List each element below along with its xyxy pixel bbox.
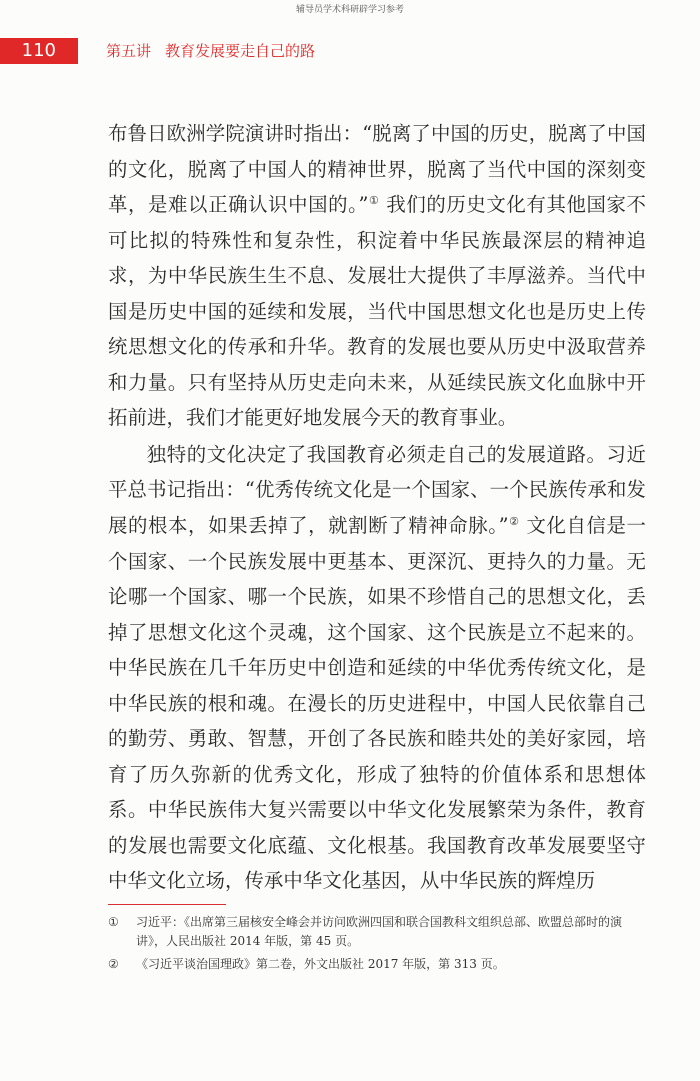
paragraph-2-quote: 独特的文化决定了我国教育必须走自己的发展道路。习近平总书记指出：“优秀传统文化是一个国家、一个民族传承和发展的根本，如果丢掉了，就割断了精神命脉。” (108, 442, 646, 538)
footnote-1 (108, 913, 648, 951)
page-number: 110 (0, 38, 78, 64)
paragraph-2-text: 文化自信是一个国家、一个民族发展中更基本、更深沉、更持久的力量。无论哪一个国家、哪一个民族，如果不珍惜自己的思想文化，丢掉了思想文化这个灵魂，这个国家、这个民族是立不起来的。中华民族在几千年历史中创造和延续的中华优秀传统文化，是中华民族的根和魂。在漫长的历史进程中，中国人民依靠自己的勤劳、勇敢、智慧，开创了各民族和睦共处的美好家园，培育了历久弥新的优秀文化，形成了独特的价值体系和思想体系。中华民族伟大复兴需要以中华文化发展繁荣为条件，教育的发展也需要文化底蕴、文化根基。我国教育改革发展要坚守中华文化立场，传承中华文化基因，从中华民族的辉煌历 (108, 514, 647, 893)
chapter-title: 教育发展要走自己的路 (165, 42, 316, 60)
paragraph-1-text: 我们的历史文化有其他国家不可比拟的特殊性和复杂性，积淀着中华民族最深层的精神追求，为中华民族生生不息、发展壮大提供了丰厚滋养。当代中国是历史中国的延续和发展，当代中国思想文化也是历史上传统思想文化的传承和升华。教育的发展也要从历史中汲取营养和力量。只有坚持从历史走向未来，从延续民族文化血脉中开拓前进，我们才能更好地发展今天的教育事业。 (108, 193, 646, 430)
paragraph-1-quote: 布鲁日欧洲学院演讲时指出：“脱离了中国的历史，脱离了中国的文化，脱离了中国人的精神世界，脱离了当代中国的深刻变革，是难以正确认识中国的。” (108, 122, 646, 217)
footnote-2-text: 《习近平谈治国理政》第二卷，外文出版社 2017 年版，第 313 页。 (136, 957, 505, 971)
footnote-2-mark: ② (108, 957, 119, 971)
footnote-1-text: 习近平：《出席第三届核安全峰会并访问欧洲四国和联合国教科文组织总部、欧盟总部时的演讲》，人民出版社 2014 年版，第 45 页。 (136, 915, 623, 948)
footnote-1-mark: ① (108, 915, 119, 929)
footnote-ref-1[interactable]: ① (368, 194, 380, 208)
chapter-heading (106, 38, 315, 64)
footnote-ref-2[interactable]: ② (508, 515, 520, 529)
footnote-2 (108, 955, 648, 974)
paragraph-2 (108, 437, 646, 899)
page-header (0, 38, 700, 64)
chapter-label: 第五讲 (106, 42, 152, 60)
footnote-divider (108, 904, 226, 905)
footnotes (108, 913, 648, 978)
main-text (108, 116, 646, 899)
paragraph-1 (108, 116, 646, 436)
top-annotation: 辅导员学术科研辟学习参考 (295, 5, 404, 15)
